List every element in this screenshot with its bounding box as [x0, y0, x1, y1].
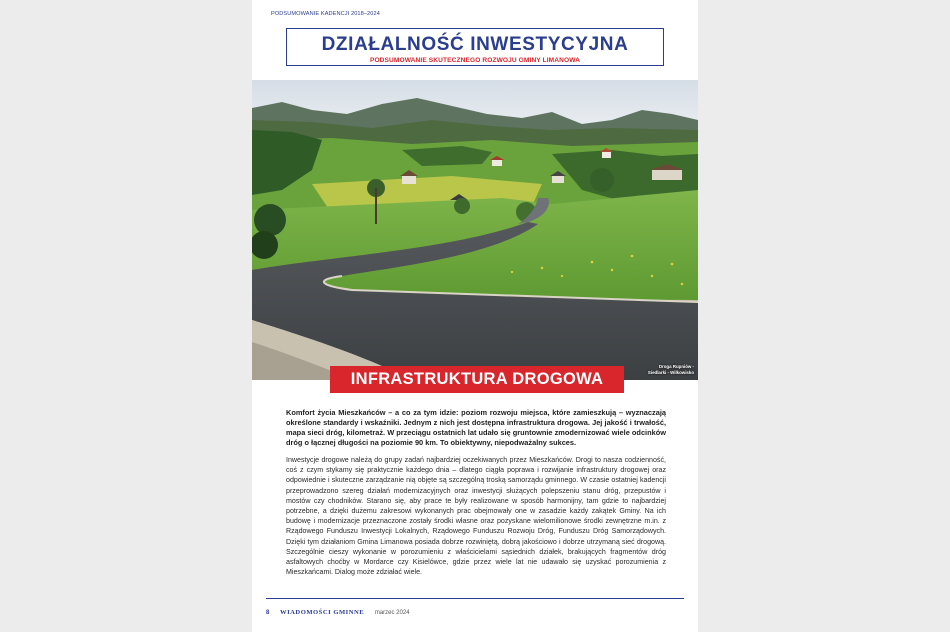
- page-footer: [266, 609, 410, 616]
- photo-caption-line-2: Siedlarki - Wilkowisko: [647, 370, 694, 375]
- footer-divider: [266, 598, 684, 599]
- title-box: [286, 28, 664, 66]
- magazine-name: WIADOMOŚCI GMINNE: [280, 609, 365, 616]
- section-heading: INFRASTRUKTURA DROGOWA: [330, 366, 624, 393]
- body-paragraph: Inwestycje drogowe należą do grupy zadań najbardziej oczekiwanych przez Mieszkańców. Drogi to nasza codzienność, coś z czym stykamy się praktycznie każdego dnia – dlatego ciągła poprawa i rozwijanie infrastruktury drogowej oraz odpowiednie i skuteczne zarządzanie nią objęte są szczególną troską samorządu gminnego. W czasie ostatniej kadencji przeprowadzono szereg działań modernizacyjnych oraz inwestycji służących polepszeniu stanu dróg, przepustów i mostów czy chodników. Starano się, aby prace te były realizowane w sposób harmonijny, tam gdzie to najbardziej potrzebne, a dzięki dużemu zakresowi wykonanych prac obejmowały one w zasadzie każdy zakątek Gminy. Na ich budowę i modernizacje przeznaczone zostały środki własne oraz pozyskane wielomilionowe środki zewnętrzne m.in. z Rządowego Funduszu Inwestycji Lokalnych, Rządowego Funduszu Rozwoju Dróg, Funduszu Dróg Samorządowych. Dzięki tym działaniom Gmina Limanowa posiada dobrze rozwiniętą, dobrą jakościowo i dobrze utrzymaną sieć drogową. Szczególnie cieszy wykonanie w porozumieniu z właścicielami sąsiednich działek, brakujących fragmentów dróg asfaltowych choćby w Mordarce czy Kisielówce, gdzie przez wiele lat nie udawało się uzyskać porozumienia z Mieszkańcami. Dialog może zdziałać wiele.: [286, 456, 666, 577]
- document-page: [252, 0, 698, 632]
- page-kicker: PODSUMOWANIE KADENCJI 2018–2024: [271, 11, 380, 17]
- page-subtitle: PODSUMOWANIE SKUTECZNEGO ROZWOJU GMINY LIMANOWA: [369, 57, 581, 64]
- issue-date: marzec 2024: [374, 610, 410, 616]
- photo-caption-line-1: Droga Rupniów -: [658, 364, 694, 369]
- lead-paragraph: Komfort życia Mieszkańców – a co za tym idzie: poziom rozwoju miejsca, które zamieszkują – wyznaczają określone standardy i wskaźniki. Jednym z nich jest dostępna infrastruktura drogowa. Jej jakość i trwałość, mapa sieci dróg, kilometraż. W przeciągu ostatnich lat udało się gruntownie zmodernizować wiele odcinków dróg o łącznej długości na poziomie 90 km. To obiektywny, niepodważalny sukces.: [286, 408, 666, 447]
- page-number: 8: [266, 610, 270, 616]
- road-landscape-photo: [252, 80, 698, 380]
- photo-caption: [648, 364, 694, 376]
- road-landscape-image: [252, 80, 698, 380]
- page-title: DZIAŁALNOŚĆ INWESTYCYJNA: [321, 34, 629, 55]
